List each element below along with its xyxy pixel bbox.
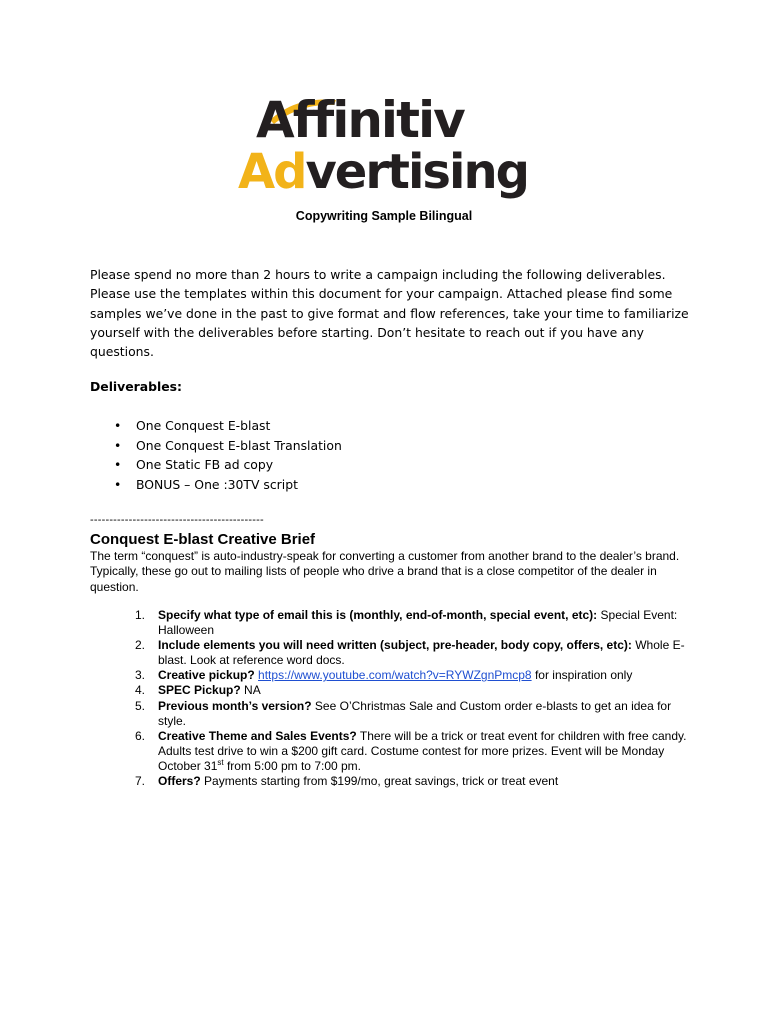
list-item	[90, 668, 690, 683]
brief-list	[90, 608, 690, 789]
item-text: See O’Christmas Sale and Custom order e-blasts to get an idea for style.	[158, 698, 672, 728]
bullet-icon: •	[114, 457, 122, 472]
item-text: for inspiration only	[531, 668, 633, 683]
item-label: Previous month’s version?	[158, 698, 312, 713]
list-item	[90, 729, 690, 774]
list-item	[90, 774, 690, 789]
item-label: Creative pickup?	[158, 668, 255, 683]
item-text: Payments starting from $199/mo, great savings, trick or treat event	[200, 774, 559, 789]
intro-text: Please spend no more than 2 hours to write a campaign including the following deliverables. Please use the templates within this document for your campaign. Attached please find some samples we’ve done in the past to give format and flow references, take your time to familiarize yourself with the deliverables before starting. Don’t hesitate to reach out if you have any questions.	[90, 267, 689, 360]
deliverable-label: One Static FB ad copy	[136, 457, 274, 472]
item-number: 5.	[135, 698, 146, 713]
item-text: Whole E-blast. Look at reference word docs.	[158, 638, 685, 668]
bullet-icon: •	[114, 437, 122, 453]
item-number: 4.	[135, 683, 146, 698]
section-divider: ---------------------------------------------	[90, 514, 264, 526]
list-item	[90, 436, 690, 456]
affinitiv-advertising-logo	[238, 91, 528, 204]
deliverables-heading: Deliverables:	[90, 379, 182, 394]
item-text: Special Event: Halloween	[158, 608, 678, 638]
list-item	[90, 475, 690, 495]
list-item	[90, 683, 690, 698]
item-text: There will be a trick or treat event for children with free candy. Adults test drive to win a $200 gift card. Costume contest for more prizes. Event will be Monday October 31	[158, 728, 687, 773]
logo-wordmark-line1: Affinitiv	[256, 91, 464, 149]
bullet-icon: •	[114, 418, 122, 433]
list-item	[90, 416, 690, 436]
deliverable-label: BONUS – One :30TV script	[136, 476, 298, 492]
item-text: NA	[240, 683, 261, 698]
list-item	[90, 608, 690, 638]
brief-heading: Conquest E-blast Creative Brief	[90, 531, 316, 548]
item-number: 6.	[135, 728, 146, 743]
brief-description: The term “conquest” is auto-industry-speak for converting a customer from another brand to the dealer’s brand. Typically, these go out to mailing lists of people who drive a brand that is a close competitor of the dealer in question.	[90, 549, 680, 594]
item-text-after: from 5:00 pm to 7:00 pm.	[223, 758, 362, 773]
item-label: Specify what type of email this is (monthly, end-of-month, special event, etc):	[158, 608, 598, 622]
logo-ad-accent: Ad	[238, 144, 306, 200]
document-title: Copywriting Sample Bilingual	[295, 209, 473, 223]
intro-paragraph	[90, 265, 690, 361]
list-item	[90, 638, 690, 668]
ordinal-suffix: st	[217, 757, 224, 767]
item-number: 7.	[135, 774, 146, 789]
youtube-link[interactable]: https://www.youtube.com/watch?v=RYWZgnPmcp8	[258, 668, 532, 683]
item-number: 1.	[135, 608, 146, 622]
item-label: Creative Theme and Sales Events?	[158, 728, 357, 743]
bullet-icon: •	[114, 476, 122, 492]
logo-wordmark-rest: vertising	[305, 144, 528, 200]
item-label: SPEC Pickup?	[158, 683, 241, 698]
item-number: 3.	[135, 668, 146, 683]
deliverable-label: One Conquest E-blast	[136, 418, 271, 433]
list-item	[90, 455, 690, 475]
item-number: 2.	[135, 638, 146, 653]
list-item	[90, 699, 690, 729]
item-label: Include elements you will need written (subject, pre-header, body copy, offers, etc):	[158, 638, 632, 653]
item-label: Offers?	[158, 774, 201, 789]
deliverable-label: One Conquest E-blast Translation	[136, 437, 342, 453]
deliverables-list	[90, 416, 690, 494]
logo-wordmark-line2	[238, 144, 528, 200]
